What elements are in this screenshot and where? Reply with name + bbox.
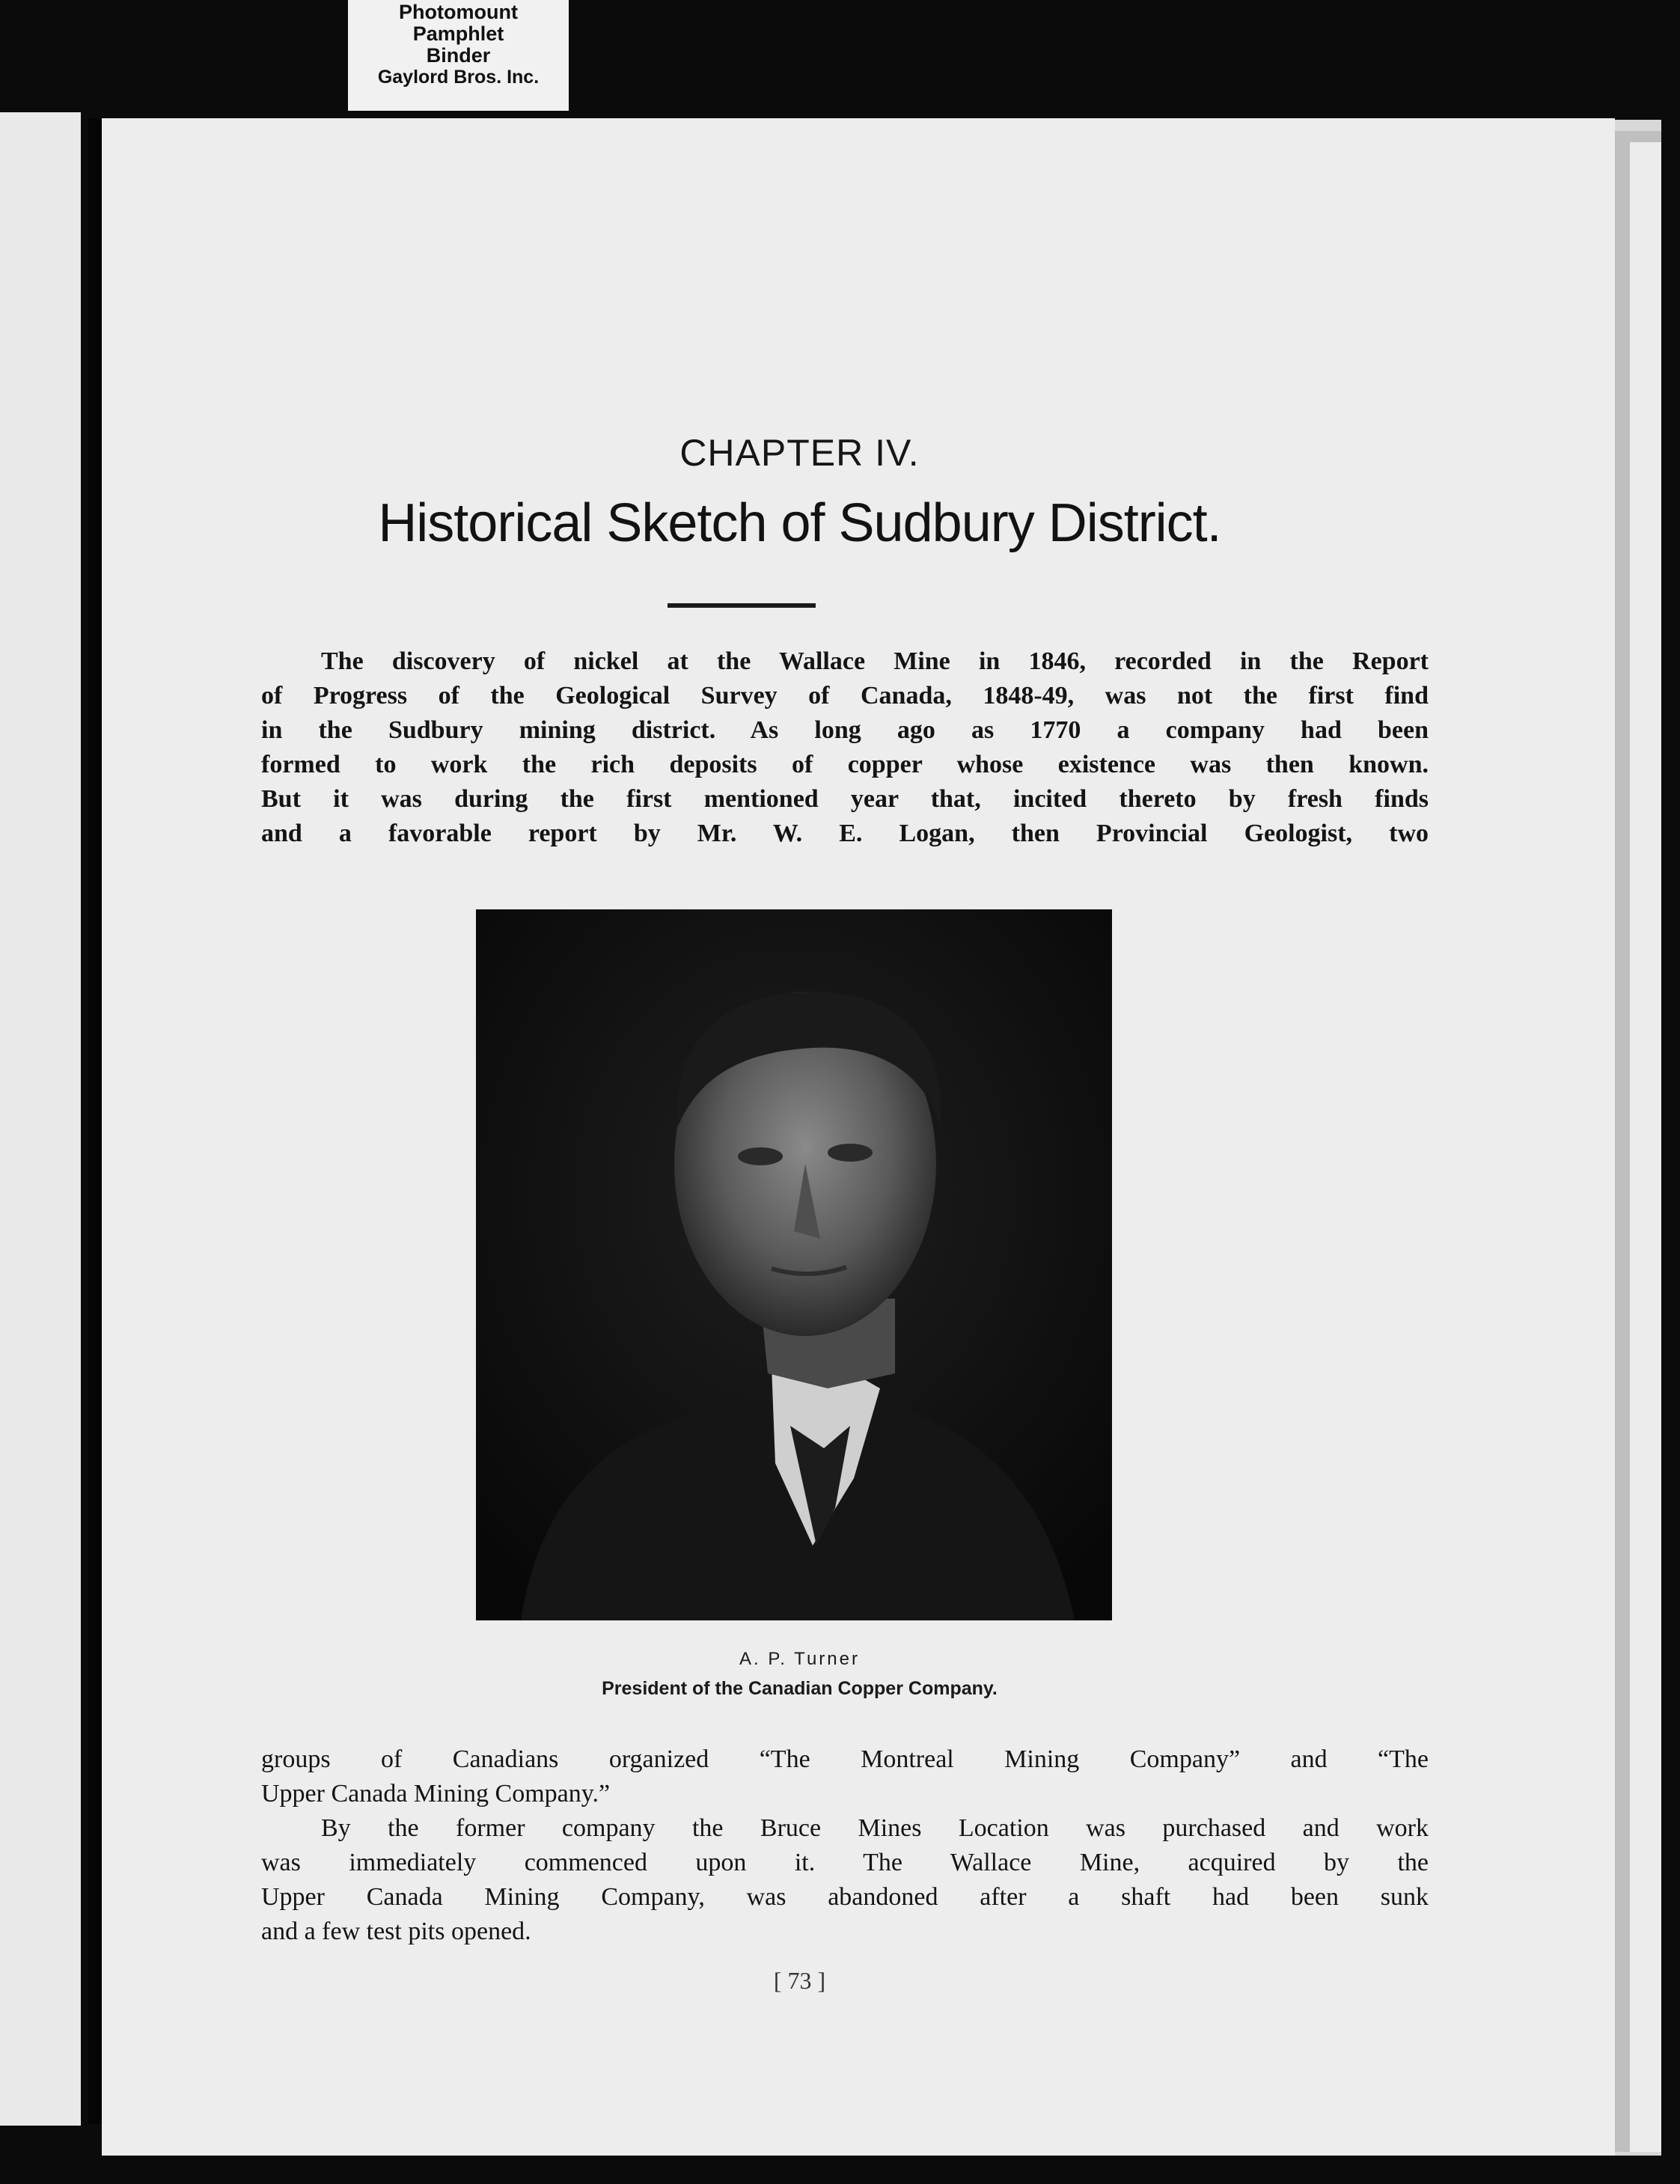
text-line: and a favorable report by Mr. W. E. Logan, then Provincial Geologist, two xyxy=(261,820,1429,847)
binder-label xyxy=(348,0,569,111)
text-line: formed to work the rich deposits of copper whose existence was then known. xyxy=(261,751,1429,778)
text-line: of Progress of the Geological Survey of Canada, 1848-49, was not the first find xyxy=(261,682,1429,710)
body-paragraph-top xyxy=(261,644,1429,851)
binder-label-line: Binder xyxy=(426,44,491,67)
chapter-title: Historical Sketch of Sudbury District. xyxy=(378,493,1221,553)
binder-label-line: Gaylord Bros. Inc. xyxy=(377,67,540,88)
binder-label-line: Pamphlet xyxy=(412,22,504,45)
portrait-photo xyxy=(476,909,1112,1620)
portrait-caption-role: President of the Canadian Copper Company. xyxy=(602,1678,998,1699)
portrait-caption-name: A. P. Turner xyxy=(739,1649,860,1669)
portrait-image xyxy=(476,909,1112,1620)
chapter-heading: CHAPTER IV. xyxy=(679,432,920,474)
text-line: in the Sudbury mining district. As long ago as 1770 a company had been xyxy=(261,716,1429,744)
binding-spine xyxy=(88,118,102,2124)
text-line: groups of Canadians organized “The Montreal Mining Company” and “The xyxy=(261,1745,1429,1773)
text-line: Upper Canada Mining Company.” xyxy=(261,1780,611,1808)
page-stack-edge xyxy=(1630,142,1661,2152)
text-line: and a few test pits opened. xyxy=(261,1918,531,1945)
text-line: By the former company the Bruce Mines Location was purchased and work xyxy=(321,1814,1429,1842)
binder-label-line: Photomount xyxy=(399,1,518,23)
text-line: Upper Canada Mining Company, was abandoned after a shaft had been sunk xyxy=(261,1883,1429,1911)
title-divider xyxy=(668,603,816,608)
text-line: The discovery of nickel at the Wallace Mine in 1846, recorded in the Report xyxy=(321,647,1429,675)
left-page-edge xyxy=(0,112,81,2126)
document-page xyxy=(102,118,1615,2156)
text-line: was immediately commenced upon it. The Wallace Mine, acquired by the xyxy=(261,1849,1429,1876)
text-line: But it was during the first mentioned year that, incited thereto by fresh finds xyxy=(261,785,1429,813)
page-number: [ 73 ] xyxy=(773,1967,826,1994)
body-paragraph-bottom xyxy=(261,1742,1429,1949)
